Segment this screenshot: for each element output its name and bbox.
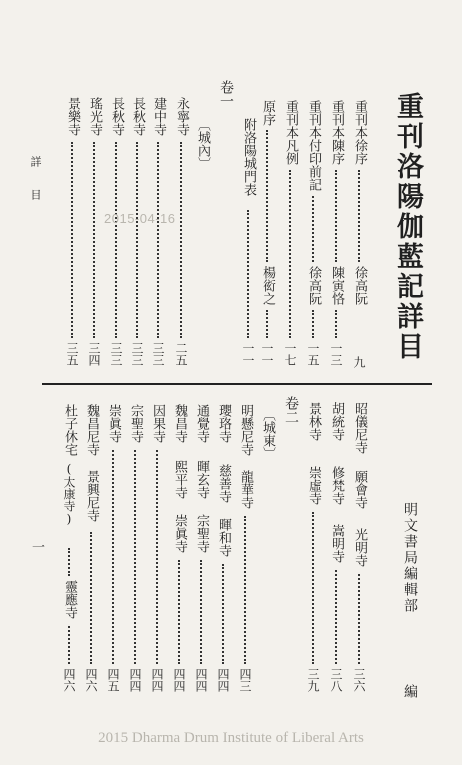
leader-dots: [115, 142, 117, 338]
toc-entry-temple: 瑤光寺: [87, 97, 102, 136]
toc-entry-page: 一一: [260, 342, 274, 366]
toc-entry-page: 三三: [109, 342, 123, 366]
toc-entry-temple: 永寧寺: [174, 97, 189, 136]
toc-entry-author: 陳寅恪: [329, 266, 344, 305]
toc-entry-author: 徐高阮: [306, 266, 321, 305]
toc-entry-temple: 昭儀尼寺: [352, 402, 367, 454]
toc-entry-page: 一七: [283, 342, 297, 366]
leader-dots: [68, 548, 70, 576]
leader-dots: [90, 532, 92, 664]
toc-entry-temple: 建中寺: [151, 97, 166, 136]
toc-entry-chen-preface: 重刊本陳序: [329, 100, 344, 165]
leader-dots: [136, 142, 138, 338]
juan-heading: 卷二: [283, 396, 299, 424]
leader-dots: [156, 450, 158, 664]
leader-dots: [247, 210, 249, 338]
toc-entry-temple: 暉和寺: [216, 518, 231, 557]
toc-entry-temple: 暉玄寺: [194, 460, 209, 499]
leader-dots: [335, 170, 337, 262]
document-title: 重刊洛陽伽藍記詳目: [392, 92, 423, 362]
toc-entry-page: 三六: [352, 668, 366, 692]
toc-entry-editorial-rules: 重刊本凡例: [283, 100, 298, 165]
section-divider: [42, 383, 432, 385]
date-stamp: 2015-04-16: [104, 211, 176, 226]
leader-dots: [180, 142, 182, 338]
toc-entry-temple: 慈善寺: [216, 464, 231, 503]
leader-dots: [112, 450, 114, 664]
leader-dots: [266, 310, 268, 338]
toc-entry-page: 三三: [130, 342, 144, 366]
running-header: 詳目: [29, 156, 42, 222]
section-heading: 〔城東〕: [260, 408, 275, 460]
toc-entry-temple: 熙平寺: [172, 460, 187, 499]
leader-dots: [335, 570, 337, 664]
toc-entry-page: 九: [352, 356, 366, 368]
leader-dots: [289, 170, 291, 338]
toc-entry-temple: 景樂寺: [65, 97, 80, 136]
toc-entry-page: 四六: [84, 668, 98, 692]
toc-entry-temple: 胡統寺: [329, 402, 344, 441]
toc-entry-temple: 因果寺: [150, 404, 165, 443]
leader-dots: [312, 310, 314, 338]
toc-entry-page: 三九: [306, 668, 320, 692]
toc-entry-temple: 魏昌尼寺: [84, 404, 99, 456]
leader-dots: [358, 170, 360, 262]
footer-watermark: 2015 Dharma Drum Institute of Liberal Arts: [98, 730, 364, 746]
toc-entry-page: 四三: [238, 668, 252, 692]
toc-entry-temple: 長秋寺: [109, 97, 124, 136]
leader-dots: [93, 142, 95, 338]
juan-heading: 卷一: [218, 80, 234, 108]
toc-entry-author: 楊衒之: [260, 266, 275, 305]
toc-entry-page: 四四: [172, 668, 186, 692]
toc-entry-city-gates-table: 附洛陽城門表: [241, 118, 256, 196]
toc-entry-temple: 長秋寺: [130, 97, 145, 136]
toc-entry-temple: 瓔珞寺: [216, 404, 231, 443]
toc-entry-page: 一一: [241, 342, 255, 366]
leader-dots: [200, 560, 202, 664]
toc-entry-temple: 龍華寺: [238, 470, 253, 509]
toc-entry-temple: 明懸尼寺: [238, 404, 253, 456]
leader-dots: [335, 310, 337, 338]
toc-entry-page: 二五: [174, 342, 188, 366]
toc-entry-temple: 通覺寺: [194, 404, 209, 443]
leader-dots: [312, 196, 314, 262]
leader-dots: [134, 450, 136, 664]
leader-dots: [244, 516, 246, 664]
toc-entry-page: 三四: [87, 342, 101, 366]
toc-entry-page: 四六: [62, 668, 76, 692]
toc-entry-page: 四五: [106, 668, 120, 692]
toc-entry-printing-note: 重刊本付印前記: [306, 100, 321, 191]
toc-entry-page: 三八: [329, 668, 343, 692]
toc-entry-xu-preface: 重刊本徐序: [352, 100, 367, 165]
toc-entry-author: 徐高阮: [352, 266, 367, 305]
publisher-suffix: 編: [402, 684, 418, 700]
toc-entry-page: 四四: [150, 668, 164, 692]
toc-entry-temple: 杜子休宅: [62, 404, 77, 456]
toc-entry-temple: 光明寺: [352, 528, 367, 567]
page-number: 一: [29, 540, 44, 553]
toc-entry-temple: 修梵寺: [329, 466, 344, 505]
toc-entry-temple: 魏昌寺: [172, 404, 187, 443]
leader-dots: [71, 142, 73, 338]
toc-entry-temple: 嵩明寺: [329, 524, 344, 563]
leader-dots: [312, 512, 314, 664]
toc-entry-temple: 願會寺: [352, 470, 367, 509]
toc-entry-temple: 宗聖寺: [194, 514, 209, 553]
toc-entry-temple: 景林寺: [306, 402, 321, 441]
toc-entry-page: 三三: [151, 342, 165, 366]
toc-entry-temple: 崇虛寺: [306, 466, 321, 505]
toc-entry-page: 四四: [128, 668, 142, 692]
leader-dots: [157, 142, 159, 338]
toc-entry-page: 四四: [194, 668, 208, 692]
toc-entry-original-preface: 原序: [260, 100, 275, 126]
leader-dots: [358, 574, 360, 664]
leader-dots: [222, 564, 224, 664]
leader-dots: [68, 626, 70, 664]
leader-dots: [178, 560, 180, 664]
toc-entry-temple: 崇眞寺: [106, 404, 121, 443]
toc-entry-page: 四四: [216, 668, 230, 692]
toc-entry-temple: 崇眞寺: [172, 514, 187, 553]
toc-entry-temple-alias: (太康寺): [62, 462, 76, 526]
toc-entry-temple: 宗聖寺: [128, 404, 143, 443]
toc-entry-temple: 靈應寺: [62, 580, 77, 619]
leader-dots: [266, 130, 268, 262]
toc-entry-page: 一三: [329, 342, 343, 366]
toc-entry-page: 三五: [65, 342, 79, 366]
toc-entry-temple: 景興尼寺: [84, 470, 99, 522]
publisher-name: 明文書局編輯部: [402, 502, 418, 614]
section-heading: 〔城內〕: [195, 118, 210, 170]
toc-entry-page: 一五: [306, 342, 320, 366]
